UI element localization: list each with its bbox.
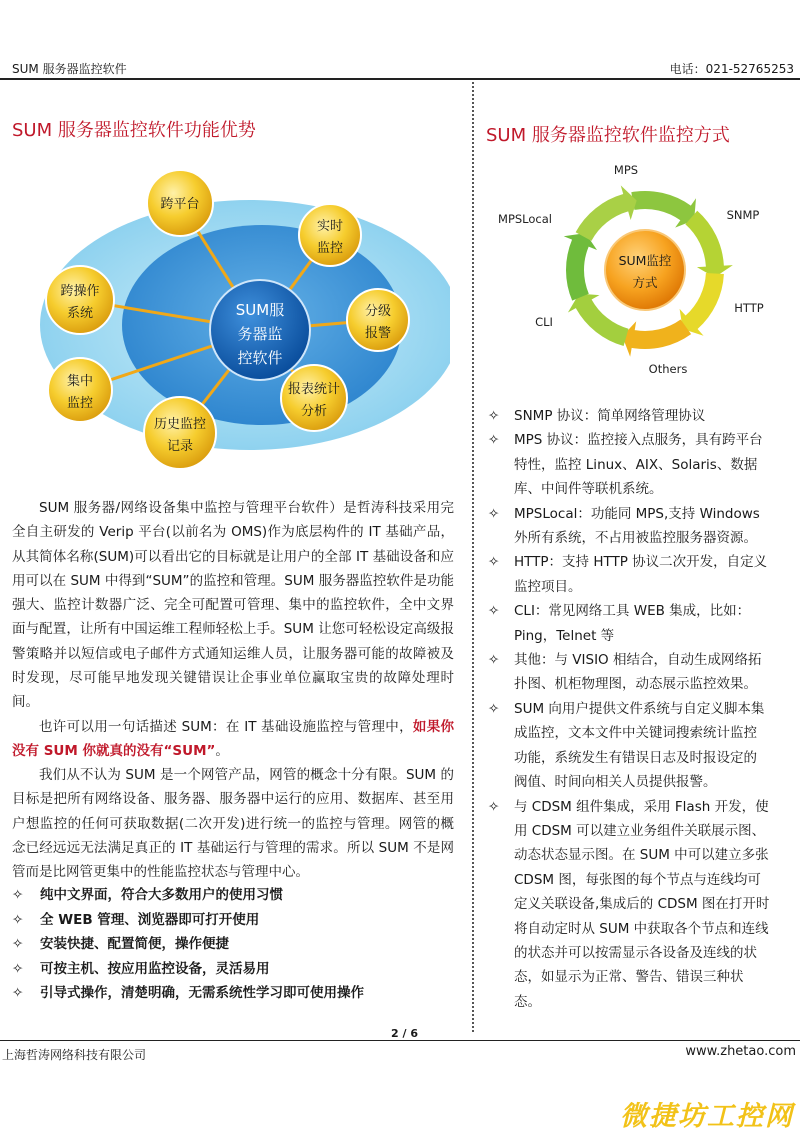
bullet-icon: ✧	[12, 911, 24, 928]
footer-rule	[0, 1040, 800, 1041]
right-section-title: SUM 服务器监控软件监控方式	[486, 125, 730, 146]
method-item: ✧ 与 CDSM 组件集成，采用 Flash 开发，使用 CDSM 可以建立业务组件关联展示图、动态状态显示图。在 SUM 中可以建立多张 CDSM 图，每张图的每个节点与连线均可定义关联设备,集成后的 CDSM 图在打开时将自动定时从 SUM 中获取各个节点和连线的状态并可以按需显示各设备及连线的状态，如显示为正常、警告、错误三种状态。	[486, 795, 770, 1015]
left-section-title: SUM 服务器监控软件功能优势	[12, 120, 256, 141]
column-divider	[472, 82, 474, 1032]
advantage-node	[347, 289, 409, 351]
bullet-icon: ✧	[488, 652, 500, 669]
bullet-icon: ✧	[488, 432, 500, 449]
center-label: SUM服务器监控软件	[235, 301, 285, 367]
header-rule	[0, 78, 800, 80]
cycle-label-snmp: SNMP	[726, 208, 760, 222]
method-item: ✧ 其他：与 VISIO 相结合，自动生成网络拓扑图、机柜物理图，动态展示监控效果。	[486, 648, 770, 697]
intro-paragraph	[12, 496, 454, 715]
feature-item: ✧ 可按主机、按应用监控设备，灵活易用	[12, 957, 462, 982]
cycle-arrow	[631, 191, 696, 228]
feature-item: ✧ 安装快捷、配置简便，操作便捷	[12, 932, 462, 957]
watermark: 微捷坊工控网	[620, 1101, 794, 1131]
bullet-icon: ✧	[488, 603, 500, 620]
cycle-arrow	[680, 273, 724, 336]
concept-text: 我们从不认为 SUM 是一个网管产品，网管的概念十分有限。SUM 的目标是把所有网络设备、服务器、服务器中运行的应用、数据库、甚至用户想监控的任何可获取数据(二次开发)进行统一的监控与管理。网管的概念已经远远无法满足真正的 IT 基础运行与管理的需求。所以 SUM 不是网管而是比网管更集中的性能监控状态与管理中心。	[12, 767, 454, 881]
header-product-name: SUM 服务器监控软件	[12, 62, 127, 76]
cycle-label-cli: CLI	[535, 315, 553, 329]
bullet-icon: ✧	[12, 960, 24, 977]
advantage-node	[144, 397, 216, 469]
cycle-label-mps: MPS	[613, 163, 639, 177]
bullet-icon: ✧	[12, 985, 24, 1001]
cycle-center	[605, 230, 685, 310]
cycle-arrow	[564, 233, 597, 301]
bullet-icon: ✧	[12, 887, 24, 903]
bullet-icon: ✧	[488, 408, 500, 424]
slogan-text: 也许可以用一句话描述 SUM：在 IT 基础设施监控与管理中，	[39, 719, 413, 735]
footer-website: www.zhetao.com	[685, 1044, 796, 1059]
advantage-node-label: 实时监控	[316, 219, 344, 256]
slogan-paragraph	[12, 715, 454, 764]
cycle-center-label: SUM监控方式	[618, 253, 672, 290]
bullet-icon: ✧	[488, 554, 500, 571]
concept-paragraph	[12, 763, 454, 884]
advantages-diagram	[30, 160, 450, 480]
advantage-node-label: 历史监控记录	[153, 417, 207, 454]
advantage-node-label: 分级报警	[364, 304, 392, 341]
advantage-node	[147, 170, 213, 236]
advantage-node-label: 报表统计分析	[287, 382, 341, 419]
advantage-node-label: 集中监控	[66, 374, 94, 411]
feature-item: ✧ 引导式操作，清楚明确，无需系统性学习即可使用操作	[12, 981, 462, 1006]
advantage-node	[299, 204, 361, 266]
feature-item: ✧ 全 WEB 管理、浏览器即可打开使用	[12, 908, 462, 933]
advantage-node-label: 跨平台	[160, 197, 200, 212]
monitoring-cycle-diagram	[490, 155, 790, 385]
cycle-label-others: Others	[648, 362, 688, 376]
advantage-node-label: 跨操作系统	[60, 284, 100, 321]
method-item: ✧ MPS 协议：监控接入点服务，具有跨平台特性，监控 Linux、AIX、Solaris、数据库、中间件等联机系统。	[486, 428, 770, 501]
feature-list	[12, 883, 462, 1006]
bullet-icon: ✧	[488, 798, 500, 815]
cycle-label-http: HTTP	[734, 301, 764, 315]
advantage-node	[46, 266, 114, 334]
bullet-icon: ✧	[488, 505, 500, 522]
header-phone: 电话：021-52765253	[669, 62, 794, 76]
bullet-icon: ✧	[488, 700, 500, 717]
advantage-node	[281, 365, 347, 431]
method-item: ✧ HTTP：支持 HTTP 协议二次开发，自定义监控项目。	[486, 550, 770, 599]
method-item: ✧ CLI：常见网络工具 WEB 集成，比如：Ping，Telnet 等	[486, 599, 770, 648]
method-item: ✧ MPSLocal：功能同 MPS,支持 Windows 外所有系统，不占用被监控服务器资源。	[486, 502, 770, 551]
advantage-node	[48, 358, 112, 422]
slogan-end: 。	[215, 743, 229, 760]
intro-text: SUM 服务器/网络设备集中监控与管理平台软件）是哲涛科技采用完全自主研发的 Verip 平台(以前名为 OMS)作为底层构件的 IT 基础产品，从其简体名称(SUM)可以看出它的目标就是让用户的全部 IT 基础设备和应用可以在 SUM 中得到“SUM”的监控和管理。SUM 服务器监控软件是功能强大、监控计数器广泛、完全可配置可管理、集中的监控软件，全中文界面与配置，让所有中国运维工程师轻松上手。SUM 让您可轻松设定高级报警策略并以短信或电子邮件方式通知运维人员，让服务器可能的故障被及时发现，尽可能早地发现关键错误让企事业单位赢取宝贵的故障处理时间。	[12, 500, 454, 711]
cycle-label-mpslocal: MPSLocal	[498, 212, 552, 226]
slogan-highlight: 如果你没有 SUM 你就真的没有“SUM”	[12, 719, 454, 760]
feature-item: ✧ 纯中文界面，符合大多数用户的使用习惯	[12, 883, 462, 908]
footer-company: 上海哲涛网络科技有限公司	[2, 1048, 147, 1062]
method-item: ✧ SUM 向用户提供文件系统与自定义脚本集成监控，文本文件中关键词搜索统计监控功能，系统发生有错误日志及时报设定的阀值、时间向相关人员提供报警。	[486, 697, 770, 795]
page-number: 2 / 6	[391, 1027, 418, 1040]
monitoring-methods-list	[486, 404, 770, 1014]
bullet-icon: ✧	[12, 936, 24, 952]
method-item: ✧ SNMP 协议：简单网络管理协议	[486, 404, 770, 428]
cycle-arrow	[622, 320, 691, 357]
cycle-arrow	[576, 185, 637, 240]
